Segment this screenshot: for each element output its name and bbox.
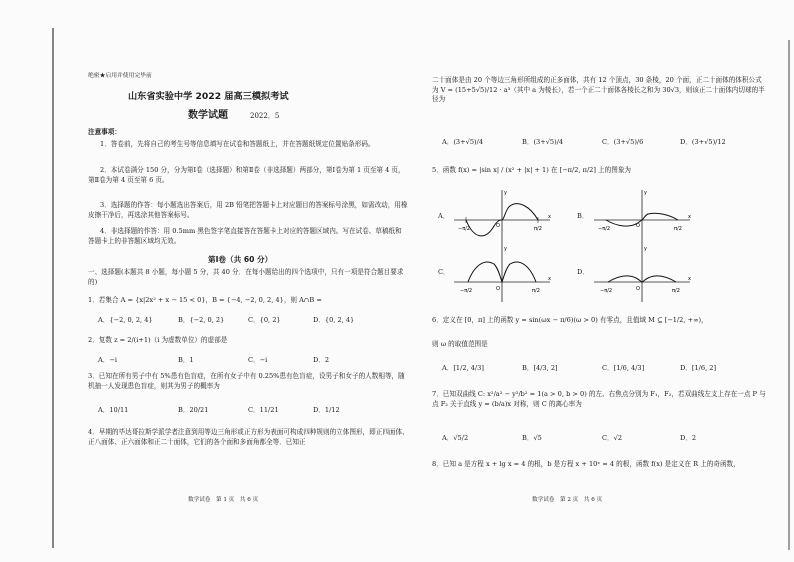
q6-stem-2: 则 ω 的取值范围是: [432, 340, 488, 348]
q5-a-tick-left: −π/2: [458, 226, 471, 232]
q4-stem: 4．早期的毕达哥拉斯学派学者注意到用等边三角形或正方形为表面可构成四种规则的立体图形，即正四面体、正八面体、正六面体和正二十面体，它们的各个面和多面角都全等．已知正: [88, 428, 409, 446]
q5-a-axis-x: x: [548, 214, 551, 220]
footer-page-2: 数学试卷 第 2 页 共 6 页: [532, 497, 603, 503]
q2-option-d: D．2: [313, 356, 330, 364]
q4-option-a: A．(3+√5)/4: [442, 138, 484, 146]
q4-option-c: C．(3+√5)/6: [602, 138, 644, 146]
q2-option-a: A．−i: [98, 356, 117, 364]
q7-option-a: A．√5/2: [442, 434, 469, 442]
section-1-title: 第Ⅰ卷（共 60 分）: [208, 255, 273, 264]
q5-b-tick-left: −π/2: [598, 226, 611, 232]
exam-date: 2022．5: [250, 112, 280, 120]
q7-option-c: C．√2: [602, 434, 623, 442]
q5-graph-c: [450, 242, 554, 306]
q5-c-tick-left: −π/2: [460, 288, 473, 294]
q5-graph-a-label: A．: [438, 212, 450, 220]
q5-graph-d-label: D．: [577, 268, 589, 276]
q5-graph-b: [590, 186, 694, 250]
note-4: 4．非选择题的作答：用 0.5mm 黑色签字笔直接答在答题卡上对应的答题区域内。写在试卷、草稿纸和答题卡上的非答题区域均无效。: [88, 227, 402, 245]
q5-d-origin: O: [636, 286, 640, 292]
q7-option-b: B．√5: [522, 434, 542, 442]
binding-edge: [52, 28, 54, 548]
q3-option-b: B．20/21: [178, 406, 209, 414]
page-1: [88, 60, 410, 540]
q5-d-tick-left: −π/2: [600, 288, 613, 294]
secret-note: 绝密★启用并使用完毕前: [88, 73, 152, 79]
q5-graph-b-label: B．: [577, 212, 589, 220]
q6-option-a: A．[1/2, 4/3]: [442, 364, 484, 372]
q5-d-tick-right: π/2: [672, 288, 680, 294]
q1-option-d: D．{0, 2, 4}: [313, 316, 355, 324]
q5-b-axis-y: y: [644, 190, 647, 196]
q2-option-c: C．−i: [248, 356, 268, 364]
q1-option-c: C．{0, 2}: [248, 316, 281, 324]
note-1: 1．答卷前，先将自己的考生号等信息填写在试卷和答题纸上，并在答题纸规定位置贴条形码。: [100, 140, 375, 148]
q3-option-c: C．11/21: [248, 406, 279, 414]
q5-a-tick-right: π/2: [534, 226, 542, 232]
footer-page-1: 数学试卷 第 1 页 共 6 页: [188, 497, 259, 503]
page-2: [432, 60, 768, 540]
q4-continued: 二十面体是由 20 个等边三角形所组成的正多面体，共有 12 个顶点，30 条棱，20 个面，正二十面体的体积公式为 V = (15+5√5)/12 · a³（其中 a 为棱长），若一个正二十面体各棱长之和为 30√3，则该正二十面体内切球的半径为: [432, 76, 765, 104]
q5-c-axis-x: x: [548, 276, 551, 282]
q5-graph-d: [590, 242, 694, 306]
q2-stem: 2．复数 z = 2/(i+1)（i 为虚数单位）的虚部是: [88, 336, 228, 344]
q2-option-b: B．1: [178, 356, 194, 364]
q1-option-b: B．{−2, 0, 2}: [178, 316, 225, 324]
subject-title: 数学试题: [188, 110, 228, 121]
q6-option-c: C．[1/6, 4/3]: [602, 364, 645, 372]
q1-option-a: A．{−2, 0, 2, 4}: [98, 316, 153, 324]
q5-d-axis-y: y: [644, 246, 647, 252]
q5-c-tick-right: π/2: [532, 288, 540, 294]
q6-option-b: B．[4/3, 2]: [522, 364, 558, 372]
q7-stem: 7．已知双曲线 C: x²/a² − y²/b² = 1(a > 0, b > 0) 的左、右焦点分别为 F₁，F₂，若双曲线左支上存在一点 P 与点 F₂ 关于直线 y = (b/a)x 对称，则 C 的离心率为: [432, 390, 766, 408]
q5-graph-c-label: C．: [438, 268, 450, 276]
q8-stem: 8．已知 a 是方程 x + lg x = 4 的根，b 是方程 x + 10ˣ = 4 的根，函数 f(x) 是定义在 R 上的奇函数，: [432, 460, 740, 468]
q6-stem: 6．定义在 [0，π] 上的函数 y = sin(ωx − π/6)(ω > 0) 有零点，且值域 M ⊆ [−1/2, +∞)，: [432, 316, 708, 324]
q5-d-axis-x: x: [688, 276, 691, 282]
section-1-intro: 一、选择题(本题共 8 小题，每小题 5 分，共 40 分．在每小题给出的四个选项中，只有一项是符合题目要求的): [88, 268, 404, 286]
q7-option-d: D．2: [680, 434, 697, 442]
q5-c-origin: O: [496, 286, 500, 292]
q5-b-tick-right: π/2: [674, 226, 682, 232]
notes-heading: 注意事项：: [88, 128, 121, 136]
exam-title: 山东省实验中学 2022 届高三模拟考试: [128, 91, 289, 102]
q5-b-origin: O: [636, 223, 640, 229]
q4-option-b: B．(3+√5)/4: [522, 138, 564, 146]
q3-option-d: D．1/12: [313, 406, 340, 414]
note-3: 3．选择题的作答：每小题选出答案后，用 2B 铅笔把答题卡上对应题目的答案标号涂黑，如需改动，用橡皮擦干净后，再选涂其他答案标号。: [88, 201, 408, 219]
q6-option-d: D．[1/6, 2]: [680, 364, 717, 372]
page-edge: [788, 40, 790, 550]
q4-option-d: D．(3+√5)/12: [680, 138, 726, 146]
q1-stem: 1．若集合 A = {x|2x² + x − 15 < 0}，B = {−4, −2, 0, 2, 4}，则 A∩B =: [88, 296, 322, 304]
q5-b-axis-x: x: [688, 214, 691, 220]
q5-a-origin: O: [496, 223, 500, 229]
q5-graph-a: [450, 186, 554, 250]
q3-option-a: A．10/11: [98, 406, 129, 414]
note-2: 2．本试卷满分 150 分，分为第Ⅰ卷（选择题）和第Ⅱ卷（非选择题）两部分，第Ⅰ卷为第 1 页至第 4 页，第Ⅱ卷为第 4 页至第 6 页。: [88, 166, 405, 184]
q5-a-axis-y: y: [504, 190, 507, 196]
q5-stem: 5．函数 f(x) = |sin x| / (x² + |x| + 1) 在 [−π/2, π/2] 上的图象为: [432, 166, 632, 174]
q3-stem: 3．已知在所有男子中有 5%患有色盲症，在所有女子中有 0.25%患有色盲症，设男子和女子的人数相等，随机抽一人发现患色盲症，则其为男子的概率为: [88, 372, 405, 390]
q5-c-axis-y: y: [504, 246, 507, 252]
